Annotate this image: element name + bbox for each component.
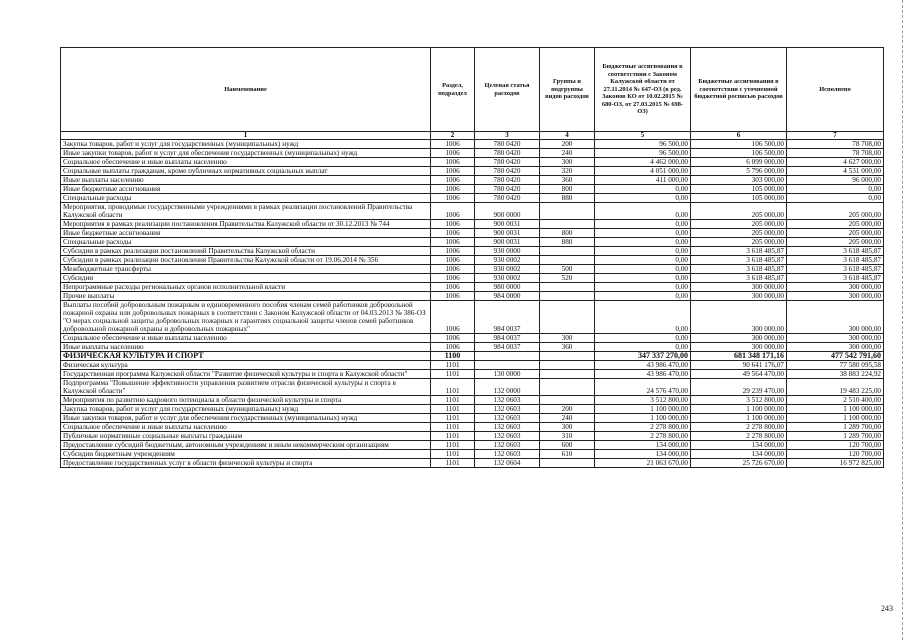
row-budget-refined-cell: 106 500,00	[691, 140, 787, 149]
row-name-cell: Закупка товаров, работ и услуг для государственных (муниципальных) нужд	[61, 140, 431, 149]
row-cs-cell: 780 0420	[475, 167, 540, 176]
row-name-cell: Иные выплаты населению	[61, 176, 431, 185]
row-vr-cell: 320	[540, 167, 595, 176]
row-executed-cell: 300 000,00	[787, 334, 884, 343]
row-name-cell: Мероприятия, проводимые государственными учреждениями в рамках реализации постановлений Правительства Калужской области	[61, 203, 431, 220]
row-vr-cell	[540, 361, 595, 370]
row-cs-cell: 900 0031	[475, 229, 540, 238]
table-row	[61, 140, 884, 149]
row-budget-law-cell: 0,00	[595, 247, 691, 256]
row-budget-law-cell: 4 051 000,00	[595, 167, 691, 176]
row-cs-cell: 780 0420	[475, 140, 540, 149]
row-budget-refined-cell: 106 500,00	[691, 149, 787, 158]
row-vr-cell	[540, 352, 595, 361]
row-razdel-cell: 1101	[431, 459, 475, 468]
row-executed-cell: 1 100 000,00	[787, 414, 884, 423]
table-row	[61, 247, 884, 256]
row-budget-refined-cell: 2 278 800,00	[691, 423, 787, 432]
row-executed-cell: 1 289 700,00	[787, 423, 884, 432]
row-executed-cell: 3 618 485,87	[787, 274, 884, 283]
col-number: 4	[540, 132, 595, 140]
row-cs-cell: 900 0031	[475, 220, 540, 229]
row-budget-refined-cell: 134 000,00	[691, 441, 787, 450]
row-vr-cell: 240	[540, 149, 595, 158]
row-executed-cell: 16 972 825,00	[787, 459, 884, 468]
row-vr-cell: 200	[540, 140, 595, 149]
row-cs-cell: 984 0037	[475, 343, 540, 352]
row-cs-cell: 132 0603	[475, 441, 540, 450]
row-razdel-cell: 1101	[431, 441, 475, 450]
row-vr-cell	[540, 292, 595, 301]
row-cs-cell	[475, 361, 540, 370]
row-vr-cell	[540, 283, 595, 292]
row-budget-refined-cell: 3 618 485,87	[691, 274, 787, 283]
row-razdel-cell: 1006	[431, 265, 475, 274]
page-number: 243	[881, 604, 893, 613]
table-row	[61, 292, 884, 301]
row-budget-refined-cell: 205 000,00	[691, 220, 787, 229]
table-row	[61, 238, 884, 247]
row-name-cell: Иные бюджетные ассигнования	[61, 229, 431, 238]
row-razdel-cell: 1006	[431, 140, 475, 149]
table-row	[61, 352, 884, 361]
row-name-cell: Субсидии бюджетным учреждениям	[61, 450, 431, 459]
row-name-cell: Субсидии	[61, 274, 431, 283]
row-executed-cell: 0,00	[787, 194, 884, 203]
row-razdel-cell: 1006	[431, 247, 475, 256]
row-executed-cell: 96 000,00	[787, 176, 884, 185]
row-budget-law-cell: 96 500,00	[595, 149, 691, 158]
table-row	[61, 167, 884, 176]
row-budget-law-cell: 2 278 800,00	[595, 423, 691, 432]
col-number: 5	[595, 132, 691, 140]
row-name-cell: Субсидии в рамках реализации постановлений Правительства Калужской области	[61, 247, 431, 256]
row-budget-refined-cell: 300 000,00	[691, 343, 787, 352]
table-row	[61, 203, 884, 220]
row-cs-cell: 132 0603	[475, 432, 540, 441]
row-executed-cell: 120 700,00	[787, 450, 884, 459]
table-row	[61, 301, 884, 334]
row-budget-law-cell: 24 576 470,00	[595, 379, 691, 396]
row-budget-refined-cell: 6 099 000,00	[691, 158, 787, 167]
col-number: 3	[475, 132, 540, 140]
row-budget-law-cell: 0,00	[595, 343, 691, 352]
table-row	[61, 220, 884, 229]
col-number: 7	[787, 132, 884, 140]
row-budget-law-cell: 134 000,00	[595, 441, 691, 450]
row-budget-refined-cell: 134 000,00	[691, 450, 787, 459]
row-name-cell: Специальные расходы	[61, 194, 431, 203]
header-row	[61, 48, 884, 132]
row-executed-cell: 120 700,00	[787, 441, 884, 450]
row-executed-cell: 205 000,00	[787, 229, 884, 238]
row-cs-cell: 132 0604	[475, 459, 540, 468]
row-razdel-cell: 1006	[431, 203, 475, 220]
row-razdel-cell: 1101	[431, 405, 475, 414]
row-razdel-cell: 1006	[431, 334, 475, 343]
row-budget-law-cell: 3 512 800,00	[595, 396, 691, 405]
row-budget-law-cell: 0,00	[595, 265, 691, 274]
row-cs-cell: 780 0420	[475, 176, 540, 185]
row-vr-cell: 300	[540, 423, 595, 432]
row-cs-cell: 780 0420	[475, 158, 540, 167]
row-name-cell: Выплаты пособий добровольным пожарным и единовременного пособия членам семей работников добровольной пожарной охраны или добровольных пожарных в соответствии с Законом Калужской области от 04.03.2013 № 386-ОЗ "О мерах социальной защиты добровольных пожарных и гарантиях социальной защиты членов семей работников добровольной пожарной охраны и добровольных пожарных"	[61, 301, 431, 334]
row-vr-cell: 360	[540, 343, 595, 352]
row-executed-cell: 300 000,00	[787, 283, 884, 292]
row-vr-cell: 880	[540, 194, 595, 203]
row-executed-cell: 477 542 791,60	[787, 352, 884, 361]
table-row	[61, 185, 884, 194]
row-cs-cell: 132 0603	[475, 450, 540, 459]
scan-edge-marks	[898, 0, 903, 640]
row-vr-cell: 800	[540, 229, 595, 238]
row-razdel-cell: 1101	[431, 370, 475, 379]
col-number: 2	[431, 132, 475, 140]
row-razdel-cell: 1006	[431, 185, 475, 194]
row-budget-law-cell: 0,00	[595, 185, 691, 194]
row-razdel-cell: 1006	[431, 176, 475, 185]
row-vr-cell: 360	[540, 176, 595, 185]
row-cs-cell: 132 0603	[475, 423, 540, 432]
row-vr-cell	[540, 301, 595, 334]
table-row	[61, 396, 884, 405]
row-budget-law-cell: 0,00	[595, 274, 691, 283]
row-budget-law-cell: 1 100 000,00	[595, 405, 691, 414]
row-name-cell: Социальное обеспечение и иные выплаты населению	[61, 423, 431, 432]
row-name-cell: Государственная программа Калужской области "Развитие физической культуры и спорта в Калужской области"	[61, 370, 431, 379]
row-executed-cell: 300 000,00	[787, 292, 884, 301]
header-name: Наименование	[61, 48, 431, 132]
row-budget-refined-cell: 681 348 171,16	[691, 352, 787, 361]
row-executed-cell: 4 627 000,00	[787, 158, 884, 167]
row-budget-refined-cell: 205 000,00	[691, 238, 787, 247]
row-executed-cell: 300 000,00	[787, 343, 884, 352]
row-name-cell: ФИЗИЧЕСКАЯ КУЛЬТУРА И СПОРТ	[61, 352, 431, 361]
header-cs: Целевая статья расходов	[475, 48, 540, 132]
row-name-cell: Непрограммные расходы региональных органов исполнительной власти	[61, 283, 431, 292]
row-executed-cell: 78 708,00	[787, 149, 884, 158]
row-name-cell: Мероприятия по развитию кадрового потенциала в области физической культуры и спорта	[61, 396, 431, 405]
row-cs-cell: 132 0603	[475, 396, 540, 405]
row-vr-cell: 880	[540, 238, 595, 247]
row-budget-law-cell: 43 986 470,00	[595, 361, 691, 370]
row-cs-cell: 930 0002	[475, 274, 540, 283]
row-budget-law-cell: 4 462 000,00	[595, 158, 691, 167]
row-name-cell: Мероприятия в рамках реализации постановления Правительства Калужской области от 30.12.2013 № 744	[61, 220, 431, 229]
column-numbers-row	[61, 132, 884, 140]
row-budget-law-cell: 2 278 800,00	[595, 432, 691, 441]
header-budget-law: Бюджетные ассигнования в соответствии с Законом Калужской области от 27.11.2014 № 647-ОЗ (в ред. Законов КО от 10.02.2015 № 680-ОЗ, от 27.03.2015 № 698-ОЗ)	[595, 48, 691, 132]
row-razdel-cell: 1101	[431, 379, 475, 396]
row-executed-cell: 205 000,00	[787, 238, 884, 247]
table-body	[61, 140, 884, 468]
row-budget-refined-cell: 300 000,00	[691, 292, 787, 301]
row-name-cell: Субсидии в рамках реализации постановления Правительства Калужской области от 19.06.2014 № 356	[61, 256, 431, 265]
row-vr-cell: 310	[540, 432, 595, 441]
row-budget-refined-cell: 205 000,00	[691, 229, 787, 238]
row-cs-cell: 130 0000	[475, 370, 540, 379]
row-vr-cell: 200	[540, 405, 595, 414]
row-budget-refined-cell: 3 618 485,87	[691, 247, 787, 256]
row-cs-cell: 900 0031	[475, 238, 540, 247]
row-vr-cell: 600	[540, 441, 595, 450]
row-budget-refined-cell: 25 726 670,00	[691, 459, 787, 468]
row-budget-law-cell: 0,00	[595, 194, 691, 203]
row-razdel-cell: 1006	[431, 149, 475, 158]
row-vr-cell: 240	[540, 414, 595, 423]
row-budget-law-cell: 0,00	[595, 283, 691, 292]
row-executed-cell: 3 618 485,87	[787, 256, 884, 265]
row-cs-cell: 980 0000	[475, 283, 540, 292]
row-cs-cell: 930 0002	[475, 256, 540, 265]
row-name-cell: Социальное обеспечение и иные выплаты населению	[61, 158, 431, 167]
row-razdel-cell: 1006	[431, 220, 475, 229]
row-executed-cell: 3 618 485,87	[787, 247, 884, 256]
row-name-cell: Межбюджетные трансферты	[61, 265, 431, 274]
row-razdel-cell: 1100	[431, 352, 475, 361]
table-row	[61, 194, 884, 203]
table-row	[61, 274, 884, 283]
row-razdel-cell: 1006	[431, 301, 475, 334]
row-razdel-cell: 1006	[431, 283, 475, 292]
row-budget-refined-cell: 90 641 176,07	[691, 361, 787, 370]
row-budget-refined-cell: 3 618 485,87	[691, 265, 787, 274]
row-budget-law-cell: 411 000,00	[595, 176, 691, 185]
row-vr-cell: 610	[540, 450, 595, 459]
row-executed-cell: 0,00	[787, 185, 884, 194]
row-budget-law-cell: 0,00	[595, 220, 691, 229]
row-budget-law-cell: 0,00	[595, 256, 691, 265]
header-budget-refined: Бюджетные ассигнования в соответствии с уточненной бюджетной росписью расходов	[691, 48, 787, 132]
row-vr-cell: 500	[540, 265, 595, 274]
row-budget-law-cell: 21 063 670,00	[595, 459, 691, 468]
row-cs-cell: 900 0000	[475, 203, 540, 220]
row-cs-cell: 930 0002	[475, 265, 540, 274]
row-executed-cell: 4 531 000,00	[787, 167, 884, 176]
row-razdel-cell: 1006	[431, 158, 475, 167]
table-row	[61, 149, 884, 158]
header-vr: Группы и подгруппы видов расходов	[540, 48, 595, 132]
table-row	[61, 343, 884, 352]
table-row	[61, 459, 884, 468]
row-razdel-cell: 1101	[431, 414, 475, 423]
row-budget-refined-cell: 2 278 800,00	[691, 432, 787, 441]
row-budget-refined-cell: 1 100 000,00	[691, 414, 787, 423]
row-name-cell: Социальные выплаты гражданам, кроме публичных нормативных социальных выплат	[61, 167, 431, 176]
table-row	[61, 370, 884, 379]
row-razdel-cell: 1101	[431, 432, 475, 441]
row-name-cell: Закупка товаров, работ и услуг для государственных (муниципальных) нужд	[61, 405, 431, 414]
row-budget-law-cell: 0,00	[595, 203, 691, 220]
row-budget-refined-cell: 300 000,00	[691, 334, 787, 343]
row-name-cell: Иные выплаты населению	[61, 343, 431, 352]
table-row	[61, 414, 884, 423]
row-budget-refined-cell: 3 512 800,00	[691, 396, 787, 405]
table-row	[61, 405, 884, 414]
row-budget-law-cell: 0,00	[595, 238, 691, 247]
row-executed-cell: 19 483 225,00	[787, 379, 884, 396]
row-razdel-cell: 1006	[431, 167, 475, 176]
row-razdel-cell: 1101	[431, 361, 475, 370]
row-vr-cell: 520	[540, 274, 595, 283]
table-row	[61, 450, 884, 459]
row-cs-cell: 780 0420	[475, 149, 540, 158]
row-budget-refined-cell: 49 564 470,00	[691, 370, 787, 379]
row-name-cell: Социальное обеспечение и иные выплаты населению	[61, 334, 431, 343]
row-budget-law-cell: 43 986 470,00	[595, 370, 691, 379]
row-budget-refined-cell: 29 239 470,00	[691, 379, 787, 396]
row-name-cell: Иные закупки товаров, работ и услуг для обеспечения государственных (муниципальных) нужд	[61, 149, 431, 158]
col-number: 1	[61, 132, 431, 140]
budget-table	[60, 47, 884, 468]
table-row	[61, 265, 884, 274]
col-number: 6	[691, 132, 787, 140]
row-vr-cell: 800	[540, 185, 595, 194]
row-vr-cell	[540, 379, 595, 396]
row-razdel-cell: 1006	[431, 238, 475, 247]
table-row	[61, 441, 884, 450]
row-executed-cell: 300 000,00	[787, 301, 884, 334]
table-row	[61, 379, 884, 396]
table-row	[61, 432, 884, 441]
row-budget-refined-cell: 3 618 485,87	[691, 256, 787, 265]
header-razdel: Раздел, подраздел	[431, 48, 475, 132]
row-vr-cell	[540, 256, 595, 265]
row-razdel-cell: 1006	[431, 274, 475, 283]
row-budget-law-cell: 1 100 000,00	[595, 414, 691, 423]
row-name-cell: Прочие выплаты	[61, 292, 431, 301]
row-razdel-cell: 1101	[431, 396, 475, 405]
row-cs-cell: 984 0037	[475, 334, 540, 343]
header-executed: Исполнено	[787, 48, 884, 132]
row-budget-refined-cell: 1 100 000,00	[691, 405, 787, 414]
table-row	[61, 361, 884, 370]
row-vr-cell	[540, 220, 595, 229]
row-name-cell: Иные закупки товаров, работ и услуг для обеспечения государственных (муниципальных) нужд	[61, 414, 431, 423]
row-budget-law-cell: 0,00	[595, 301, 691, 334]
row-vr-cell: 300	[540, 334, 595, 343]
row-budget-law-cell: 96 500,00	[595, 140, 691, 149]
row-cs-cell: 132 0000	[475, 379, 540, 396]
row-razdel-cell: 1006	[431, 256, 475, 265]
row-cs-cell: 780 0420	[475, 194, 540, 203]
row-budget-law-cell: 134 000,00	[595, 450, 691, 459]
row-executed-cell: 1 289 700,00	[787, 432, 884, 441]
row-cs-cell: 984 0037	[475, 301, 540, 334]
row-budget-law-cell: 347 337 270,00	[595, 352, 691, 361]
row-budget-refined-cell: 105 000,00	[691, 194, 787, 203]
row-cs-cell: 780 0420	[475, 185, 540, 194]
row-name-cell: Предоставление государственных услуг в области физической культуры и спорта	[61, 459, 431, 468]
row-name-cell: Предоставление субсидий бюджетным, автономным учреждениям и иным некоммерческим организациям	[61, 441, 431, 450]
row-budget-law-cell: 0,00	[595, 229, 691, 238]
row-budget-refined-cell: 205 000,00	[691, 203, 787, 220]
budget-table-page	[60, 47, 883, 468]
row-cs-cell: 132 0603	[475, 405, 540, 414]
row-razdel-cell: 1006	[431, 229, 475, 238]
row-vr-cell	[540, 370, 595, 379]
table-row	[61, 158, 884, 167]
row-budget-law-cell: 0,00	[595, 334, 691, 343]
row-razdel-cell: 1006	[431, 292, 475, 301]
table-row	[61, 176, 884, 185]
row-executed-cell: 1 100 000,00	[787, 405, 884, 414]
row-name-cell: Публичные нормативные социальные выплаты гражданам	[61, 432, 431, 441]
row-executed-cell: 38 883 224,92	[787, 370, 884, 379]
row-executed-cell: 2 510 400,00	[787, 396, 884, 405]
row-name-cell: Подпрограмма "Повышение эффективности управления развитием отрасли физической культуры и спорта в Калужской области"	[61, 379, 431, 396]
row-vr-cell	[540, 396, 595, 405]
row-cs-cell: 132 0603	[475, 414, 540, 423]
table-row	[61, 283, 884, 292]
row-budget-refined-cell: 303 000,00	[691, 176, 787, 185]
row-executed-cell: 3 618 485,87	[787, 265, 884, 274]
row-executed-cell: 77 580 095,58	[787, 361, 884, 370]
row-executed-cell: 78 708,00	[787, 140, 884, 149]
row-cs-cell: 930 0000	[475, 247, 540, 256]
table-row	[61, 256, 884, 265]
row-vr-cell: 300	[540, 158, 595, 167]
row-razdel-cell: 1101	[431, 450, 475, 459]
row-budget-refined-cell: 105 000,00	[691, 185, 787, 194]
row-name-cell: Специальные расходы	[61, 238, 431, 247]
row-name-cell: Физическая культура	[61, 361, 431, 370]
row-executed-cell: 205 000,00	[787, 220, 884, 229]
table-row	[61, 334, 884, 343]
row-vr-cell	[540, 247, 595, 256]
row-cs-cell	[475, 352, 540, 361]
row-cs-cell: 984 0000	[475, 292, 540, 301]
row-vr-cell	[540, 203, 595, 220]
row-budget-refined-cell: 300 000,00	[691, 283, 787, 292]
table-row	[61, 229, 884, 238]
row-budget-refined-cell: 5 796 000,00	[691, 167, 787, 176]
row-razdel-cell: 1006	[431, 194, 475, 203]
row-budget-refined-cell: 300 000,00	[691, 301, 787, 334]
table-row	[61, 423, 884, 432]
row-name-cell: Иные бюджетные ассигнования	[61, 185, 431, 194]
row-budget-law-cell: 0,00	[595, 292, 691, 301]
row-vr-cell	[540, 459, 595, 468]
row-executed-cell: 205 000,00	[787, 203, 884, 220]
row-razdel-cell: 1101	[431, 423, 475, 432]
row-razdel-cell: 1006	[431, 343, 475, 352]
